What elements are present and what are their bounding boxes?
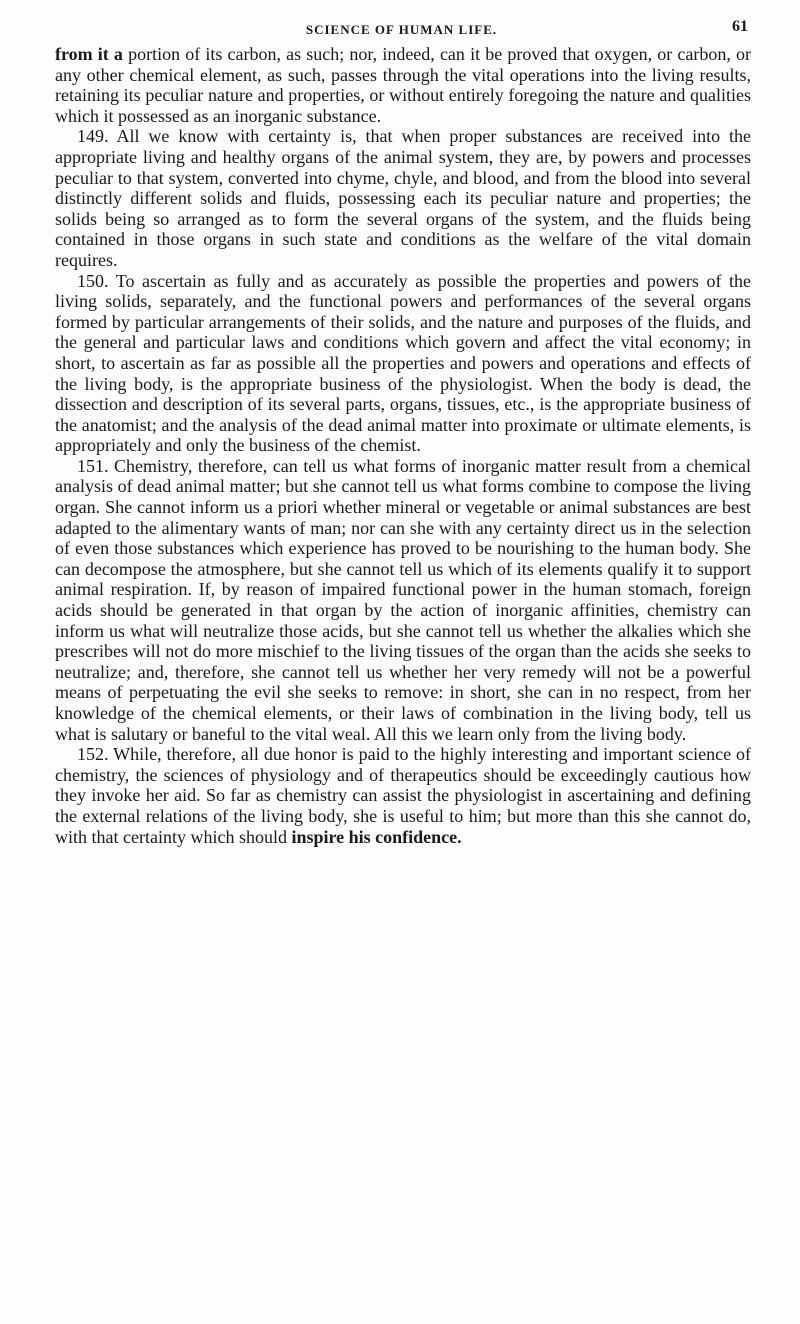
paragraph-number: 150. xyxy=(77,270,109,291)
paragraph-continued xyxy=(55,44,751,126)
paragraph-150 xyxy=(55,271,751,456)
paragraph-152 xyxy=(55,744,751,847)
paragraph-text: To ascertain as fully and as accurately as possible the properties and powers of the living solids, separately, and the functional powers and performances of the several organs formed by particular arrangements of their solids, and the nature and purposes of the fluids, and the general and particular laws and conditions which govern and affect the vital economy; in short, to ascertain as far as possible all the properties and powers and operations and effects of the living body, is the appropriate business of the physiologist. When the body is dead, the dissection and description of its several parts, organs, tissues, etc., is the appropriate business of the anatomist; and the analysis of the dead animal matter into proximate or ultimate elements, is appropriately and only the business of the chemist. xyxy=(55,270,751,456)
paragraph-151 xyxy=(55,456,751,744)
running-header xyxy=(55,14,748,40)
body-text xyxy=(55,44,751,847)
page-number: 61 xyxy=(732,18,748,35)
paragraph-149 xyxy=(55,126,751,270)
paragraph-text: While, therefore, all due honor is paid to the highly interesting and important science of chemistry, the sciences of physiology and of therapeutics should be exceedingly cautious how they invoke her aid. So far as chemistry can assist the physiologist in ascertaining and defining the external relations of the living body, she is useful to him; but more than this she cannot do, with that certainty which should xyxy=(55,744,751,847)
paragraph-number: 152. xyxy=(77,744,109,765)
paragraph-number: 151. xyxy=(77,455,109,476)
paragraph-text: All we know with certainty is, that when proper substances are received into the appropriate living and healthy organs of the animal system, they are, by powers and processes peculiar to that system, converted into chyme, chyle, and blood, and from the blood into several distinctly different solids and fluids, possessing each its peculiar nature and properties; the solids being so arranged as to form the several organs of the system, and the fluids being contained in those organs in such state and conditions as the welfare of the vital domain requires. xyxy=(55,126,751,270)
running-title: SCIENCE OF HUMAN LIFE. xyxy=(305,22,498,37)
paragraph-text: Chemistry, therefore, can tell us what forms of inorganic matter result from a chemical analysis of dead animal matter; but she cannot tell us what forms combine to compose the living organ. She cannot inform us a priori whether mineral or vegetable or animal substances are best adapted to the alimentary wants of man; nor can she with any certainty direct us in the selection of even those substances which experience has proved to be nourishing to the human body. She can decompose the atmosphere, but she cannot tell us which of its elements qualify it to support animal respiration. If, by reason of impaired functional power in the human stomach, foreign acids should be generated in that organ by the action of inorganic affinities, chemistry can inform us what will neutralize those acids, but she cannot tell us whether the alkalies which she prescribes will not do more mischief to the living tissues of the organ than the acids she seeks to neutralize; and, therefore, she cannot tell us whether her very remedy will not be a powerful means of perpetuating the evil she seeks to remove: in short, she can in no respect, from her knowledge of the chemical elements, or their laws of combination in the living body, tell us what is salutary or baneful to the vital weal. All this we learn only from the living body. xyxy=(55,455,751,744)
paragraph-lead: from it a xyxy=(55,44,123,64)
paragraph-tail: inspire his confidence. xyxy=(291,826,462,847)
paragraph-number: 149. xyxy=(77,126,109,147)
paragraph-text: portion of its carbon, as such; nor, indeed, can it be proved that oxygen, or carbon, or any other chemical element, as such, passes through the vital operations into the living results, retaining its peculiar nature and properties, or without entirely foregoing the nature and qualities which it possessed as an inorganic substance. xyxy=(55,44,751,126)
